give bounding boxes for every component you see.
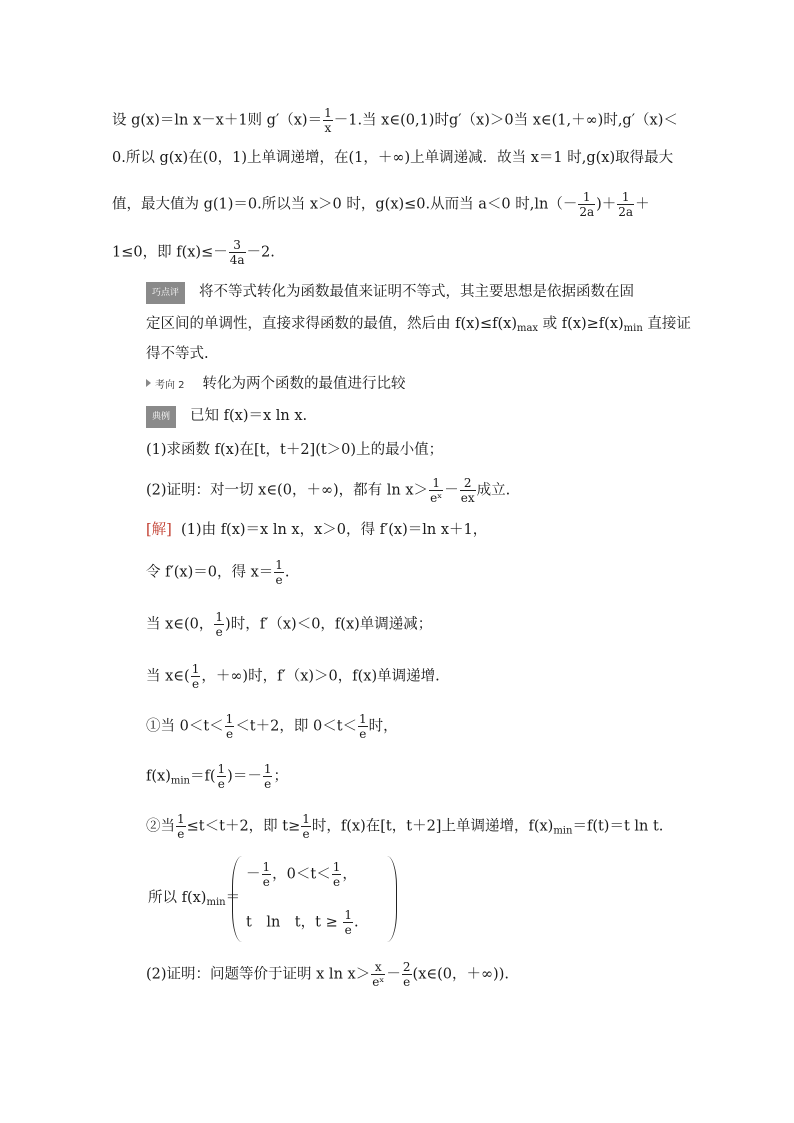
- text-segment: ≤t＜t＋2，即 t≥: [186, 818, 301, 835]
- fraction-numerator: 1: [225, 712, 234, 726]
- text-segment: ＜t＋2，即 0＜t＜: [235, 718, 358, 735]
- text-segment: ②当: [146, 818, 175, 835]
- text-segment: 时，f(x)在[t，t＋2]上单调递增，f(x): [311, 818, 554, 835]
- text-segment: 值，最大值为 g(1)＝0.所以当 x＞0 时，g(x)≤0.从而当 a＜0 时,ln（－: [112, 196, 578, 213]
- text-segment: 时，: [368, 718, 398, 735]
- comment-line-1: [146, 282, 634, 304]
- fraction-numerator: 1: [263, 762, 272, 776]
- text-segment: ＝: [225, 890, 241, 906]
- fraction: [323, 106, 333, 135]
- fraction-numerator: 1: [302, 812, 310, 826]
- fraction-denominator: e: [217, 777, 225, 791]
- text-segment: 设 g(x)＝ln x－x＋1则 g′（x)＝: [112, 112, 323, 129]
- fraction: [460, 476, 476, 505]
- fraction-denominator: 2a: [618, 205, 634, 219]
- fraction: [191, 662, 201, 691]
- text-segment: 当 x∈(0，: [146, 616, 214, 633]
- piecewise-lead: [148, 888, 240, 913]
- fraction-denominator: 4a: [229, 253, 245, 267]
- text-segment: ＋: [635, 196, 650, 213]
- subscript: min: [170, 775, 190, 787]
- fraction-numerator: 1: [344, 908, 352, 922]
- text-segment: ＝f(: [189, 768, 216, 785]
- text-line-4: [112, 238, 275, 267]
- example-heading: [146, 406, 307, 428]
- fraction-denominator: e: [359, 727, 367, 741]
- fraction: [371, 960, 385, 989]
- fraction: [402, 960, 412, 989]
- fraction-denominator: 2a: [579, 205, 595, 219]
- subscript: min: [553, 825, 573, 837]
- solution-line-2: [146, 558, 290, 587]
- text-segment: 令 f′(x)＝0，得 x＝: [146, 564, 274, 581]
- solution-line-5: [146, 712, 398, 741]
- text-segment: (2)证明：对一切 x∈(0，＋∞)，都有 ln x＞: [146, 482, 429, 499]
- fraction-denominator: e: [225, 727, 234, 741]
- comment-text: 将不等式转化为函数最值来证明不等式，其主要思想是依据函数在固: [199, 284, 635, 300]
- fraction-numerator: 1: [217, 762, 226, 776]
- fraction-denominator: e: [191, 677, 200, 691]
- fraction-denominator: e: [403, 975, 411, 989]
- example-tag: 典例: [146, 406, 176, 428]
- fraction: [263, 762, 273, 791]
- text-line-3: [112, 190, 650, 219]
- question-1: (1)求函数 f(x)在[t，t＋2](t＞0)上的最小值；: [146, 442, 444, 458]
- comment-tag: 巧点评: [146, 282, 185, 304]
- piecewise-row-1: [246, 860, 357, 889]
- fraction-denominator: eˣ: [430, 491, 443, 505]
- left-brace: [232, 856, 243, 942]
- fraction-numerator: 1: [324, 106, 332, 120]
- fraction: [225, 712, 235, 741]
- text-segment: －2.: [246, 244, 275, 261]
- solution-line-3: [146, 610, 432, 639]
- text-segment: ＝f(t)＝t ln t.: [572, 818, 664, 835]
- text-segment: (1)由 f(x)＝x ln x，x＞0，得 f′(x)＝ln x＋1，: [181, 522, 488, 538]
- fraction-denominator: e: [262, 875, 270, 889]
- text-segment: )＋: [596, 196, 617, 213]
- text-segment: .: [284, 564, 290, 581]
- solution-line-6: [146, 762, 288, 792]
- fraction: [429, 476, 443, 505]
- text-segment: ；: [273, 768, 288, 785]
- fraction-denominator: eˣ: [372, 975, 385, 989]
- fraction-numerator: 1: [429, 476, 443, 491]
- example-title: 已知 f(x)＝x ln x.: [190, 408, 308, 424]
- solution-line-1: [146, 520, 487, 540]
- fraction: [214, 610, 224, 639]
- text-segment: )时，f′（x)＜0，f(x)单调递减；: [225, 616, 433, 633]
- fraction-numerator: 1: [578, 190, 595, 205]
- text-segment: 所以 f(x): [148, 890, 207, 906]
- comment-line-2: [146, 314, 691, 339]
- direction-title: 转化为两个函数的最值进行比较: [202, 376, 406, 392]
- fraction: [301, 812, 311, 841]
- fraction-numerator: 2: [402, 960, 411, 974]
- fraction-denominator: e: [177, 827, 185, 841]
- text-line-1: [112, 106, 678, 135]
- fraction-denominator: x: [324, 121, 332, 135]
- right-brace: [386, 856, 397, 942]
- fraction-numerator: 1: [177, 812, 185, 826]
- fraction: [617, 190, 634, 219]
- fraction: [274, 558, 284, 587]
- fraction: [332, 860, 342, 889]
- subscript: min: [623, 323, 643, 334]
- text-segment: t ln t，t ≥: [246, 914, 343, 931]
- fraction: [578, 190, 595, 219]
- solution-line-7: [146, 812, 663, 842]
- text-segment: 当 x∈(: [146, 668, 190, 685]
- text-segment: (x∈(0，＋∞)).: [412, 966, 509, 983]
- solution-mark: [解]: [146, 522, 172, 538]
- text-segment: ，: [342, 866, 357, 883]
- fraction-denominator: e: [344, 923, 352, 937]
- text-segment: ①当 0＜t＜: [146, 718, 224, 735]
- text-segment: 成立.: [476, 482, 511, 499]
- fraction-denominator: e: [275, 573, 283, 587]
- text-segment: －1.当 x∈(0,1)时g′（x)＞0当 x∈(1,＋∞)时,g′（x)＜: [333, 112, 678, 129]
- fraction: [217, 762, 227, 791]
- fraction-denominator: e: [215, 625, 223, 639]
- fraction-denominator: e: [332, 875, 341, 889]
- triangle-icon: [146, 379, 151, 387]
- fraction-numerator: 1: [275, 558, 283, 572]
- text-segment: (2)证明：问题等价于证明 x ln x＞: [146, 966, 371, 983]
- piecewise-row-2: [246, 908, 359, 937]
- fraction-numerator: 1: [191, 662, 200, 676]
- text-segment: ，0＜t＜: [272, 866, 331, 883]
- fraction: [358, 712, 368, 741]
- fraction: [229, 238, 246, 267]
- text-segment: －: [246, 866, 261, 883]
- direction-heading: [146, 374, 406, 396]
- fraction-numerator: 1: [332, 860, 341, 874]
- text-line-2: 0.所以 g(x)在(0，1)上单调递增，在(1，＋∞)上单调递减．故当 x＝1 时,g(x)取得最大: [112, 150, 674, 166]
- text-segment: －: [386, 966, 401, 983]
- subscript: min: [206, 897, 226, 908]
- proof-line: [146, 960, 509, 989]
- question-2: [146, 476, 510, 505]
- fraction: [262, 860, 272, 889]
- fraction: [176, 812, 186, 841]
- fraction-numerator: 1: [359, 712, 367, 726]
- text-segment: －: [444, 482, 459, 499]
- fraction-numerator: 1: [262, 860, 271, 874]
- text-segment: 1≤0，即 f(x)≤－: [112, 244, 228, 261]
- fraction-numerator: 1: [215, 610, 224, 624]
- text-segment: .: [353, 914, 359, 931]
- subscript: max: [516, 323, 539, 334]
- fraction: [343, 908, 353, 937]
- fraction-denominator: ex: [460, 491, 475, 505]
- text-segment: )＝－: [227, 768, 262, 785]
- comment-text: 或 f(x)≥f(x): [538, 316, 624, 332]
- comment-text: 定区间的单调性，直接求得函数的最值，然后由 f(x)≤f(x): [146, 316, 517, 332]
- comment-text: 直接证: [642, 316, 691, 332]
- fraction-numerator: 2: [460, 476, 476, 491]
- fraction-numerator: 3: [229, 238, 246, 253]
- solution-line-4: [146, 662, 440, 691]
- fraction-denominator: e: [302, 827, 310, 841]
- fraction-numerator: 1: [617, 190, 634, 205]
- piecewise-function: [148, 852, 408, 942]
- text-segment: f(x): [146, 768, 171, 785]
- text-segment: ，＋∞)时，f′（x)＞0，f(x)单调递增.: [201, 668, 440, 685]
- direction-label: 考向 2: [155, 380, 185, 391]
- fraction-numerator: x: [371, 960, 385, 975]
- comment-line-3: 得不等式.: [146, 346, 209, 362]
- fraction-denominator: e: [264, 777, 272, 791]
